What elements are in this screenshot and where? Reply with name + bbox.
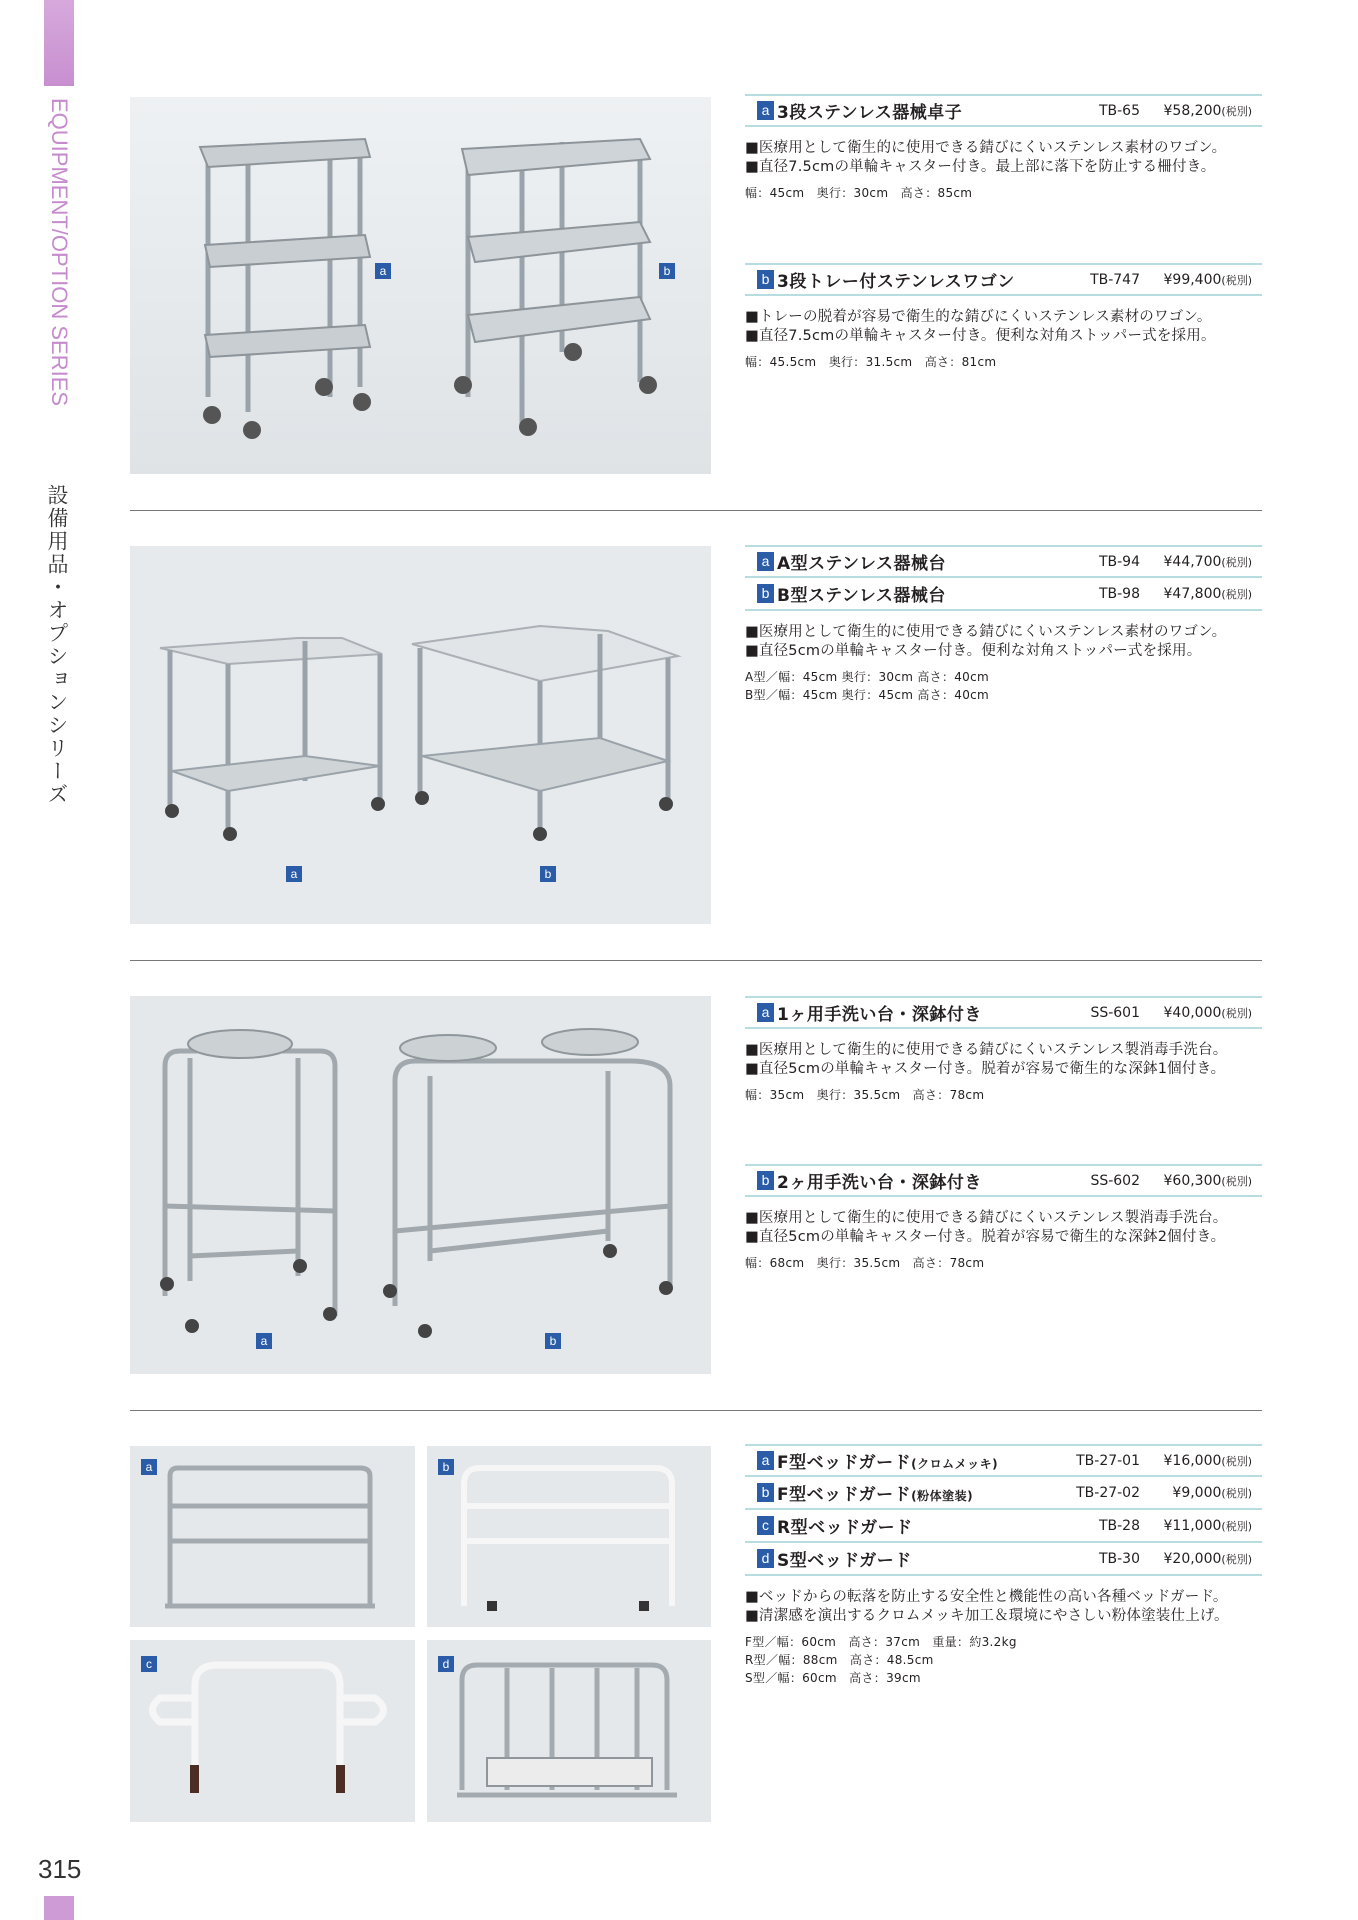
- product-description: ■医療用として衛生的に使用できる錆びにくいステンレス素材のワゴン。 ■直径5cmの単輪キャスター付き。便利な対角ストッパー式を採用。: [745, 624, 1227, 659]
- product-name: S型ベッドガード: [777, 1551, 912, 1571]
- product-title-row: [745, 545, 1262, 578]
- product-price: ¥16,000(税別): [1163, 1452, 1252, 1469]
- product-price: ¥40,000(税別): [1163, 1004, 1252, 1021]
- product-photo-bed-guard-c: [130, 1640, 415, 1822]
- item-badge: b: [757, 1483, 774, 1502]
- product-spec: A型／幅：45cm 奥行：30cm 高さ：40cm B型／幅：45cm 奥行：45cm 高さ：40cm: [745, 670, 990, 702]
- product-price: ¥11,000(税別): [1163, 1517, 1252, 1534]
- item-badge: a: [757, 101, 774, 120]
- bed-guard-illustration: [130, 1446, 415, 1627]
- product-description: ■医療用として衛生的に使用できる錆びにくいステンレス製消毒手洗台。 ■直径5cmの単輪キャスター付き。脱着が容易で衛生的な深鉢1個付き。: [745, 1042, 1228, 1077]
- product-photo-bed-guard-d: [427, 1640, 711, 1822]
- item-badge: b: [757, 270, 774, 289]
- item-badge: b: [757, 584, 774, 603]
- product-spec: 幅：45.5cm 奥行：31.5cm 高さ：81cm: [745, 355, 997, 369]
- product-name: 3段ステンレス器械卓子: [777, 103, 963, 123]
- photo-badge-c: c: [141, 1656, 157, 1672]
- page-number: 315: [38, 1854, 82, 1884]
- item-badge: c: [757, 1516, 774, 1535]
- product-name: F型ベッドガード(粉体塗装): [777, 1485, 974, 1505]
- product-name: 1ヶ用手洗い台・深鉢付き: [777, 1005, 982, 1025]
- product-description: ■医療用として衛生的に使用できる錆びにくいステンレス製消毒手洗台。 ■直径5cmの単輪キャスター付き。脱着が容易で衛生的な深鉢2個付き。: [745, 1210, 1228, 1245]
- product-description: ■ベッドからの転落を防止する安全性と機能性の高い各種ベッドガード。 ■清潔感を演出するクロムメッキ加工＆環境にやさしい粉体塗装仕上げ。: [745, 1589, 1229, 1624]
- photo-badge-a: a: [141, 1459, 157, 1475]
- item-badge: a: [757, 552, 774, 571]
- series-label-jp: 設備用品・オプションシリーズ: [45, 484, 69, 806]
- product-title-row: [745, 1543, 1262, 1576]
- product-code: TB-98: [1098, 585, 1140, 602]
- product-title-row: [745, 263, 1262, 296]
- product-photo-wagons: [130, 97, 711, 474]
- product-info-bed-guards: [745, 1444, 1262, 1687]
- section-divider: [130, 1410, 1262, 1411]
- product-code: TB-27-02: [1076, 1484, 1140, 1501]
- photo-badge-b: b: [438, 1459, 454, 1475]
- product-title-row: [745, 1444, 1262, 1477]
- item-badge: a: [757, 1451, 774, 1470]
- product-price: ¥9,000(税別): [1172, 1484, 1252, 1501]
- product-price: ¥58,200(税別): [1163, 102, 1252, 119]
- product-info-tb65: [745, 94, 1262, 202]
- product-code: TB-27-01: [1076, 1452, 1140, 1469]
- bed-guard-illustration: [427, 1446, 711, 1627]
- photo-badge-a: a: [375, 263, 391, 279]
- product-description: ■医療用として衛生的に使用できる錆びにくいステンレス素材のワゴン。 ■直径7.5cmの単輪キャスター付き。最上部に落下を防止する柵付き。: [745, 140, 1227, 175]
- product-photo-instrument-tables: [130, 546, 711, 924]
- item-badge: a: [757, 1003, 774, 1022]
- product-code: SS-602: [1090, 1172, 1140, 1189]
- product-info-tb747: [745, 263, 1262, 371]
- wash-stand-illustration: [130, 996, 711, 1374]
- bed-guard-illustration: [130, 1640, 415, 1822]
- product-info-tb94-tb98: [745, 545, 1262, 704]
- item-badge: b: [757, 1171, 774, 1190]
- product-code: SS-601: [1090, 1004, 1140, 1021]
- product-price: ¥99,400(税別): [1163, 271, 1252, 288]
- photo-badge-a: a: [286, 866, 302, 882]
- product-price: ¥47,800(税別): [1163, 585, 1252, 602]
- wagon-illustration: [130, 97, 711, 474]
- side-accent-bar-bottom: [44, 1896, 74, 1920]
- product-title-row: [745, 996, 1262, 1029]
- product-name: R型ベッドガード: [777, 1518, 913, 1538]
- table-illustration: [130, 546, 711, 924]
- photo-badge-d: d: [438, 1656, 454, 1672]
- section-divider: [130, 510, 1262, 511]
- product-photo-hand-wash-stands: [130, 996, 711, 1374]
- product-code: TB-94: [1098, 553, 1140, 570]
- photo-badge-b: b: [540, 866, 556, 882]
- product-title-row: [745, 578, 1262, 611]
- item-badge: d: [757, 1549, 774, 1568]
- side-accent-bar: [44, 0, 74, 86]
- product-name: F型ベッドガード(クロムメッキ): [777, 1453, 999, 1473]
- product-description: ■トレーの脱着が容易で衛生的な錆びにくいステンレス素材のワゴン。 ■直径7.5cmの単輪キャスター付き。便利な対角ストッパー式を採用。: [745, 309, 1216, 344]
- series-label-en: EQUIPMENT/OPTION SERIES: [47, 98, 72, 407]
- product-name: A型ステンレス器械台: [777, 554, 947, 574]
- product-code: TB-30: [1098, 1550, 1140, 1567]
- product-price: ¥44,700(税別): [1163, 553, 1252, 570]
- product-photo-bed-guard-b: [427, 1446, 711, 1627]
- product-photo-bed-guard-a: [130, 1446, 415, 1627]
- product-price: ¥60,300(税別): [1163, 1172, 1252, 1189]
- product-info-ss601: [745, 996, 1262, 1104]
- product-info-ss602: [745, 1164, 1262, 1272]
- product-price: ¥20,000(税別): [1163, 1550, 1252, 1567]
- product-spec: 幅：68cm 奥行：35.5cm 高さ：78cm: [745, 1256, 985, 1270]
- product-code: TB-747: [1090, 271, 1140, 288]
- product-name: B型ステンレス器械台: [777, 586, 946, 606]
- product-name: 3段トレー付ステンレスワゴン: [777, 272, 1015, 292]
- product-spec: 幅：35cm 奥行：35.5cm 高さ：78cm: [745, 1088, 985, 1102]
- photo-badge-a: a: [256, 1333, 272, 1349]
- product-spec: F型／幅：60cm 高さ：37cm 重量：約3.2kg R型／幅：88cm 高さ：48.5cm S型／幅：60cm 高さ：39cm: [745, 1635, 1017, 1685]
- product-spec: 幅：45cm 奥行：30cm 高さ：85cm: [745, 186, 973, 200]
- product-name: 2ヶ用手洗い台・深鉢付き: [777, 1173, 982, 1193]
- product-code: TB-65: [1098, 102, 1140, 119]
- product-code: TB-28: [1098, 1517, 1140, 1534]
- photo-badge-b: b: [545, 1333, 561, 1349]
- bed-guard-illustration: [427, 1640, 711, 1822]
- section-divider: [130, 960, 1262, 961]
- product-title-row: [745, 94, 1262, 127]
- photo-badge-b: b: [659, 263, 675, 279]
- product-title-row: [745, 1477, 1262, 1510]
- product-title-row: [745, 1164, 1262, 1197]
- product-title-row: [745, 1510, 1262, 1543]
